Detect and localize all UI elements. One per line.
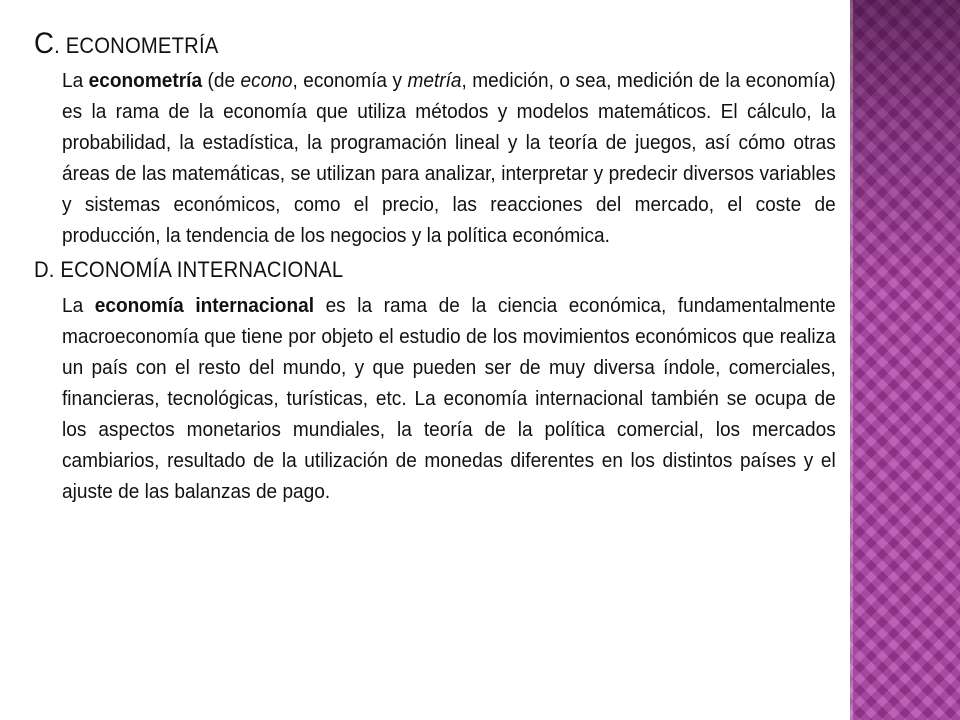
text-run-normal: La xyxy=(62,293,95,317)
section-d-paragraph xyxy=(62,290,836,508)
text-run-normal: , medición, o sea, medición de la economía) es la rama de la economía que utiliza métodos y modelos matemáticos. El cálculo, la probabilidad, la estadística, la programación lineal y la teoría de juegos, así cómo otras áreas de las matemáticas, se utilizan para analizar, interpretar y predecir diversos variables y sistemas económicos, como el precio, las reacciones del mercado, el coste de producción, la tendencia de los negocios y la política económica. xyxy=(62,69,836,248)
text-run-normal: La xyxy=(62,69,89,92)
text-run-bold: economía internacional xyxy=(94,293,315,317)
section-c-title: ECONOMETRÍA xyxy=(65,33,219,58)
text-run-italic: econo xyxy=(240,69,293,92)
section-c-dot: . xyxy=(54,33,66,58)
text-run-bold: econometría xyxy=(88,69,203,92)
section-d-heading: D. ECONOMÍA INTERNACIONAL xyxy=(34,256,344,282)
section-c-heading xyxy=(34,29,769,61)
text-run-normal: es la rama de la ciencia económica, fundamentalmente macroeconomía que tiene por objeto el estudio de los movimientos económicos que realiza un país con el resto del mundo, y que pueden ser de muy diversa índole, comerciales, financieras, tecnológicas, turísticas, etc. La economía internacional también se ocupa de los aspectos monetarios mundiales, la teoría de la política comercial, los mercados cambiarios, resultado de la utilización de monedas diferentes en los distintos países y el ajuste de las balanzas de pago. xyxy=(62,293,836,504)
section-c-paragraph xyxy=(62,65,836,252)
text-run-normal: , economía y xyxy=(292,69,408,92)
section-c-letter: C xyxy=(34,27,55,60)
side-panel-edge xyxy=(850,0,853,720)
decorative-side-panel xyxy=(850,0,960,720)
text-run-normal: (de xyxy=(202,69,241,92)
text-run-italic: metría xyxy=(407,69,462,92)
slide-content xyxy=(34,26,836,507)
